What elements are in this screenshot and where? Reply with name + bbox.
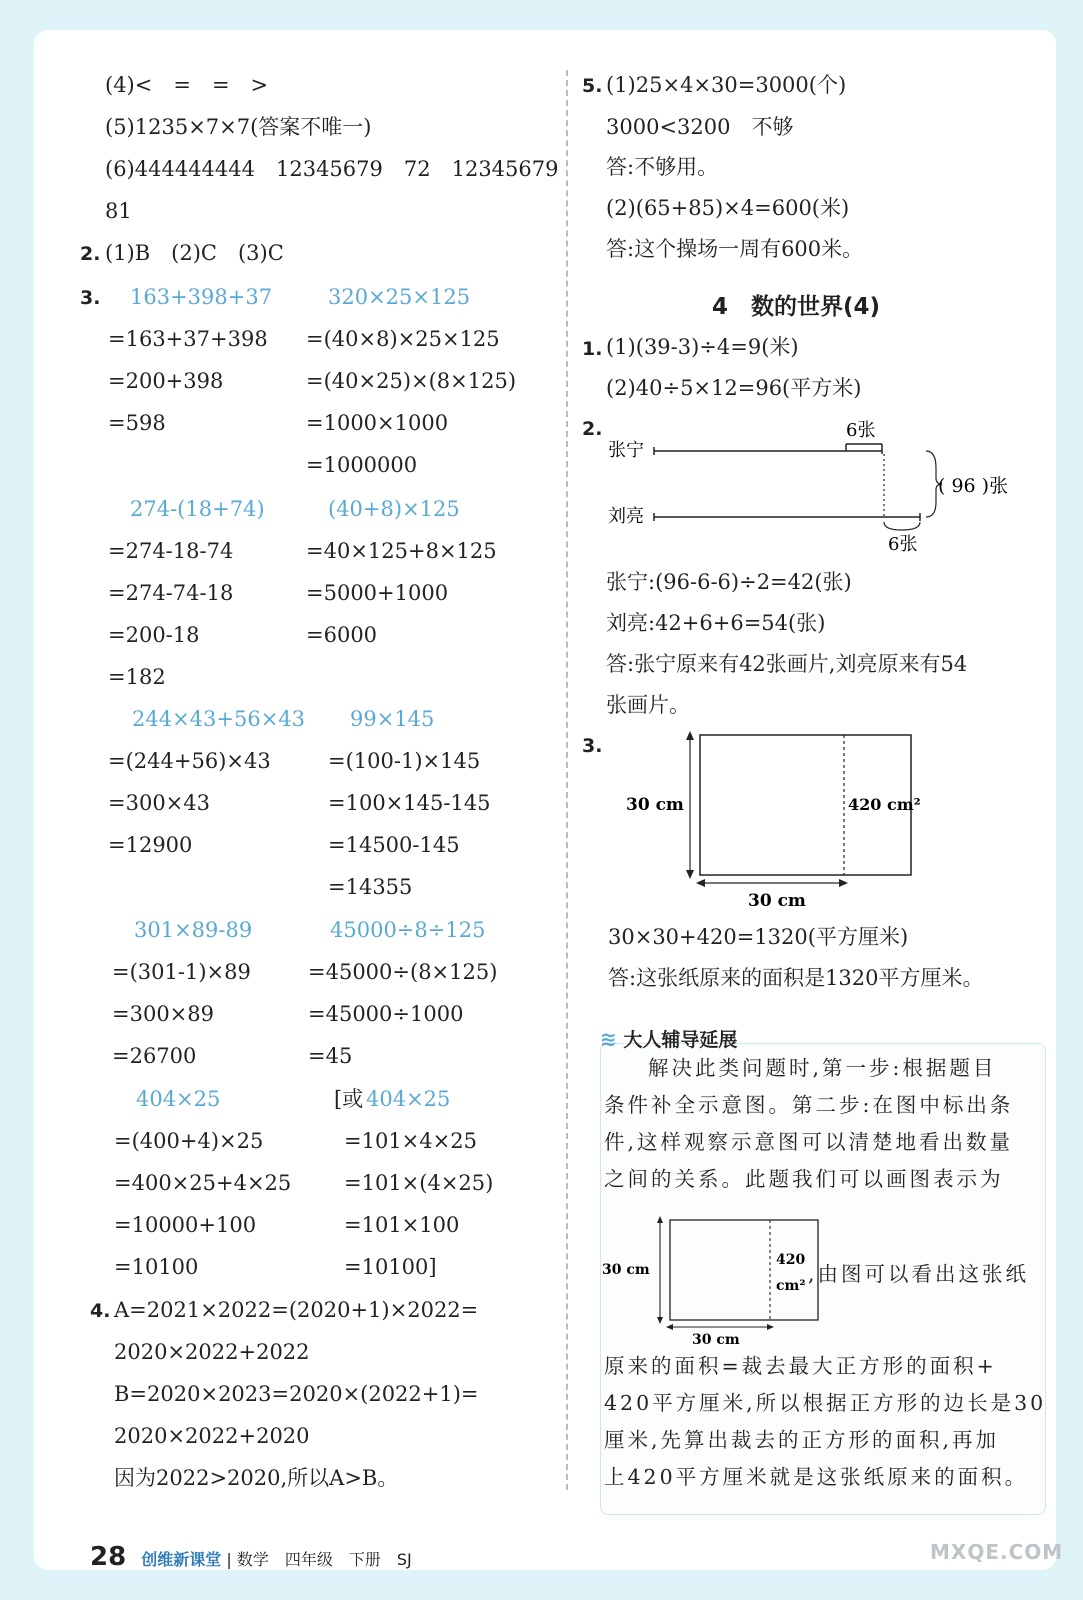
bar-diagram	[600, 410, 1040, 570]
section-title: 4 数的世界(4)	[712, 294, 881, 320]
answer-line: (6)444444444 12345679 72 12345679	[105, 157, 559, 181]
side-length-label: 30 cm	[626, 795, 684, 815]
expression-step: =10000+100	[114, 1213, 257, 1237]
extension-text: 之间的关系。此题我们可以画图表示为	[604, 1167, 1004, 1191]
expression-step: =5000+1000	[306, 581, 449, 605]
answer-line: (1)B (2)C (3)C	[105, 241, 284, 265]
answer-line: 2020×2022+2022	[114, 1340, 310, 1364]
expression-step: =300×43	[108, 791, 210, 815]
answer-line: 答:这张纸原来的面积是1320平方厘米。	[608, 966, 984, 990]
expression-question: 99×145	[350, 707, 435, 731]
liu-label: 刘亮	[608, 506, 644, 527]
page-footer	[90, 1542, 412, 1572]
expression-question: 404×25	[366, 1087, 451, 1111]
expression-question: 301×89-89	[134, 918, 253, 942]
expression-step: =1000000	[306, 453, 418, 477]
extension-diagram	[600, 1210, 820, 1350]
expression-step: =40×125+8×125	[306, 539, 497, 563]
answer-line: 张画片。	[606, 693, 690, 717]
question-number: 1.	[582, 338, 603, 360]
expression-step: =100×145-145	[328, 791, 491, 815]
rectangle-diagram	[600, 730, 940, 930]
bottom-6-label: 6张	[888, 534, 918, 555]
answer-line: 答:张宁原来有42张画片,刘亮原来有54	[606, 652, 968, 676]
expression-step: =274-74-18	[108, 581, 234, 605]
expression-step: =45000÷1000	[308, 1002, 464, 1026]
expression-step: =(40×8)×25×125	[306, 327, 500, 351]
expression-step: =182	[108, 665, 166, 689]
expression-step: =(400+4)×25	[114, 1129, 264, 1153]
answer-line: (1)(39-3)÷4=9(米)	[606, 335, 799, 359]
diag-bottom-label: 30 cm	[692, 1332, 740, 1348]
expression-step: =274-18-74	[108, 539, 234, 563]
expression-step: =14355	[328, 875, 413, 899]
expression-step: =(301-1)×89	[112, 960, 251, 984]
answer-line: B=2020×2023=2020×(2022+1)=	[114, 1382, 479, 1406]
expression-step: =200-18	[108, 623, 200, 647]
answer-line: (2)40÷5×12=96(平方米)	[606, 376, 862, 400]
expression-step: =(40×25)×(8×125)	[306, 369, 517, 393]
top-6-label: 6张	[846, 420, 876, 441]
question-number: 3.	[80, 287, 101, 309]
expression-question: 163+398+37	[130, 285, 273, 309]
answer-line: 2020×2022+2020	[114, 1424, 310, 1448]
book-info: | 数学 四年级 下册 SJ	[226, 1550, 412, 1569]
answer-line: 答:不够用。	[606, 155, 719, 179]
answer-line: 3000<3200 不够	[606, 115, 794, 139]
question-number: 5.	[582, 75, 603, 97]
answer-line: (5)1235×7×7(答案不唯一)	[105, 115, 372, 139]
answer-line: 张宁:(96-6-6)÷2=42(张)	[606, 570, 852, 594]
area-label: 420 cm²	[848, 795, 921, 814]
extension-text: 条件补全示意图。第二步:在图中标出条	[604, 1093, 1014, 1117]
expression-step: =(100-1)×145	[328, 749, 481, 773]
alternative-prefix: [或	[334, 1087, 364, 1111]
answer-line: A=2021×2022=(2020+1)×2022=	[114, 1298, 479, 1322]
extension-text: ,由图可以看出这张纸	[808, 1262, 1030, 1286]
expression-question: 274-(18+74)	[130, 497, 265, 521]
expression-step: =101×4×25	[344, 1129, 477, 1153]
answer-line: 81	[105, 199, 132, 223]
page-number: 28	[90, 1542, 127, 1572]
extension-text: 解决此类问题时,第一步:根据题目	[648, 1056, 997, 1080]
expression-step: =101×(4×25)	[344, 1171, 494, 1195]
answer-line: (1)25×4×30=3000(个)	[606, 73, 847, 97]
expression-step: =300×89	[112, 1002, 214, 1026]
expression-step: =14500-145	[328, 833, 460, 857]
extension-title: 大人辅导延展	[623, 1029, 738, 1051]
answer-line: 因为2022>2020,所以A>B。	[114, 1466, 399, 1490]
question-number: 2.	[80, 243, 101, 265]
expression-step: =1000×1000	[306, 411, 449, 435]
question-number: 3.	[582, 735, 603, 757]
expression-step: =200+398	[108, 369, 224, 393]
expression-step: =598	[108, 411, 166, 435]
brand-name: 创维新课堂	[141, 1550, 222, 1569]
diag-area-unit: cm²	[776, 1278, 806, 1294]
extension-header	[600, 1025, 737, 1052]
expression-question: 320×25×125	[328, 285, 471, 309]
expression-question: 404×25	[136, 1087, 221, 1111]
diag-area-number: 420	[776, 1252, 806, 1268]
expression-step: =400×25+4×25	[114, 1171, 292, 1195]
extension-text: 件,这样观察示意图可以清楚地看出数量	[604, 1130, 1014, 1154]
expression-step: =45000÷(8×125)	[308, 960, 498, 984]
answer-line: 30×30+420=1320(平方厘米)	[608, 925, 909, 949]
extension-text: 420平方厘米,所以根据正方形的边长是30	[604, 1391, 1047, 1415]
extension-text: 上420平方厘米就是这张纸原来的面积。	[604, 1465, 1029, 1489]
expression-step: =12900	[108, 833, 193, 857]
question-number: 4.	[90, 1300, 111, 1322]
expression-step: =10100	[114, 1255, 199, 1279]
answer-line: 答:这个操场一周有600米。	[606, 237, 864, 261]
expression-step: =26700	[112, 1044, 197, 1068]
expression-step: =6000	[306, 623, 378, 647]
expression-question: (40+8)×125	[328, 497, 460, 521]
bottom-length-label: 30 cm	[748, 891, 806, 911]
diag-side-label: 30 cm	[602, 1262, 650, 1278]
expression-question: 45000÷8÷125	[330, 918, 486, 942]
expression-question: 244×43+56×43	[132, 707, 306, 731]
total-label: ( 96 )张	[938, 475, 1009, 497]
expression-step: =101×100	[344, 1213, 460, 1237]
column-divider	[566, 70, 568, 1490]
expression-step: =(244+56)×43	[108, 749, 271, 773]
zhang-label: 张宁	[608, 440, 644, 461]
extension-text: 厘米,先算出裁去的正方形的面积,再加	[604, 1428, 1000, 1452]
watermark: MXQE.COM	[930, 1540, 1064, 1564]
expression-step: =163+37+398	[108, 327, 268, 351]
answer-line: 刘亮:42+6+6=54(张)	[606, 611, 826, 635]
extension-text: 原来的面积=裁去最大正方形的面积+	[604, 1354, 997, 1378]
question-number: 2.	[582, 418, 603, 440]
wave-icon: ≋	[600, 1027, 617, 1051]
expression-step: =45	[308, 1044, 353, 1068]
answer-line: (4)< = = >	[105, 73, 269, 97]
expression-step: =10100]	[344, 1255, 437, 1279]
answer-line: (2)(65+85)×4=600(米)	[606, 196, 850, 220]
